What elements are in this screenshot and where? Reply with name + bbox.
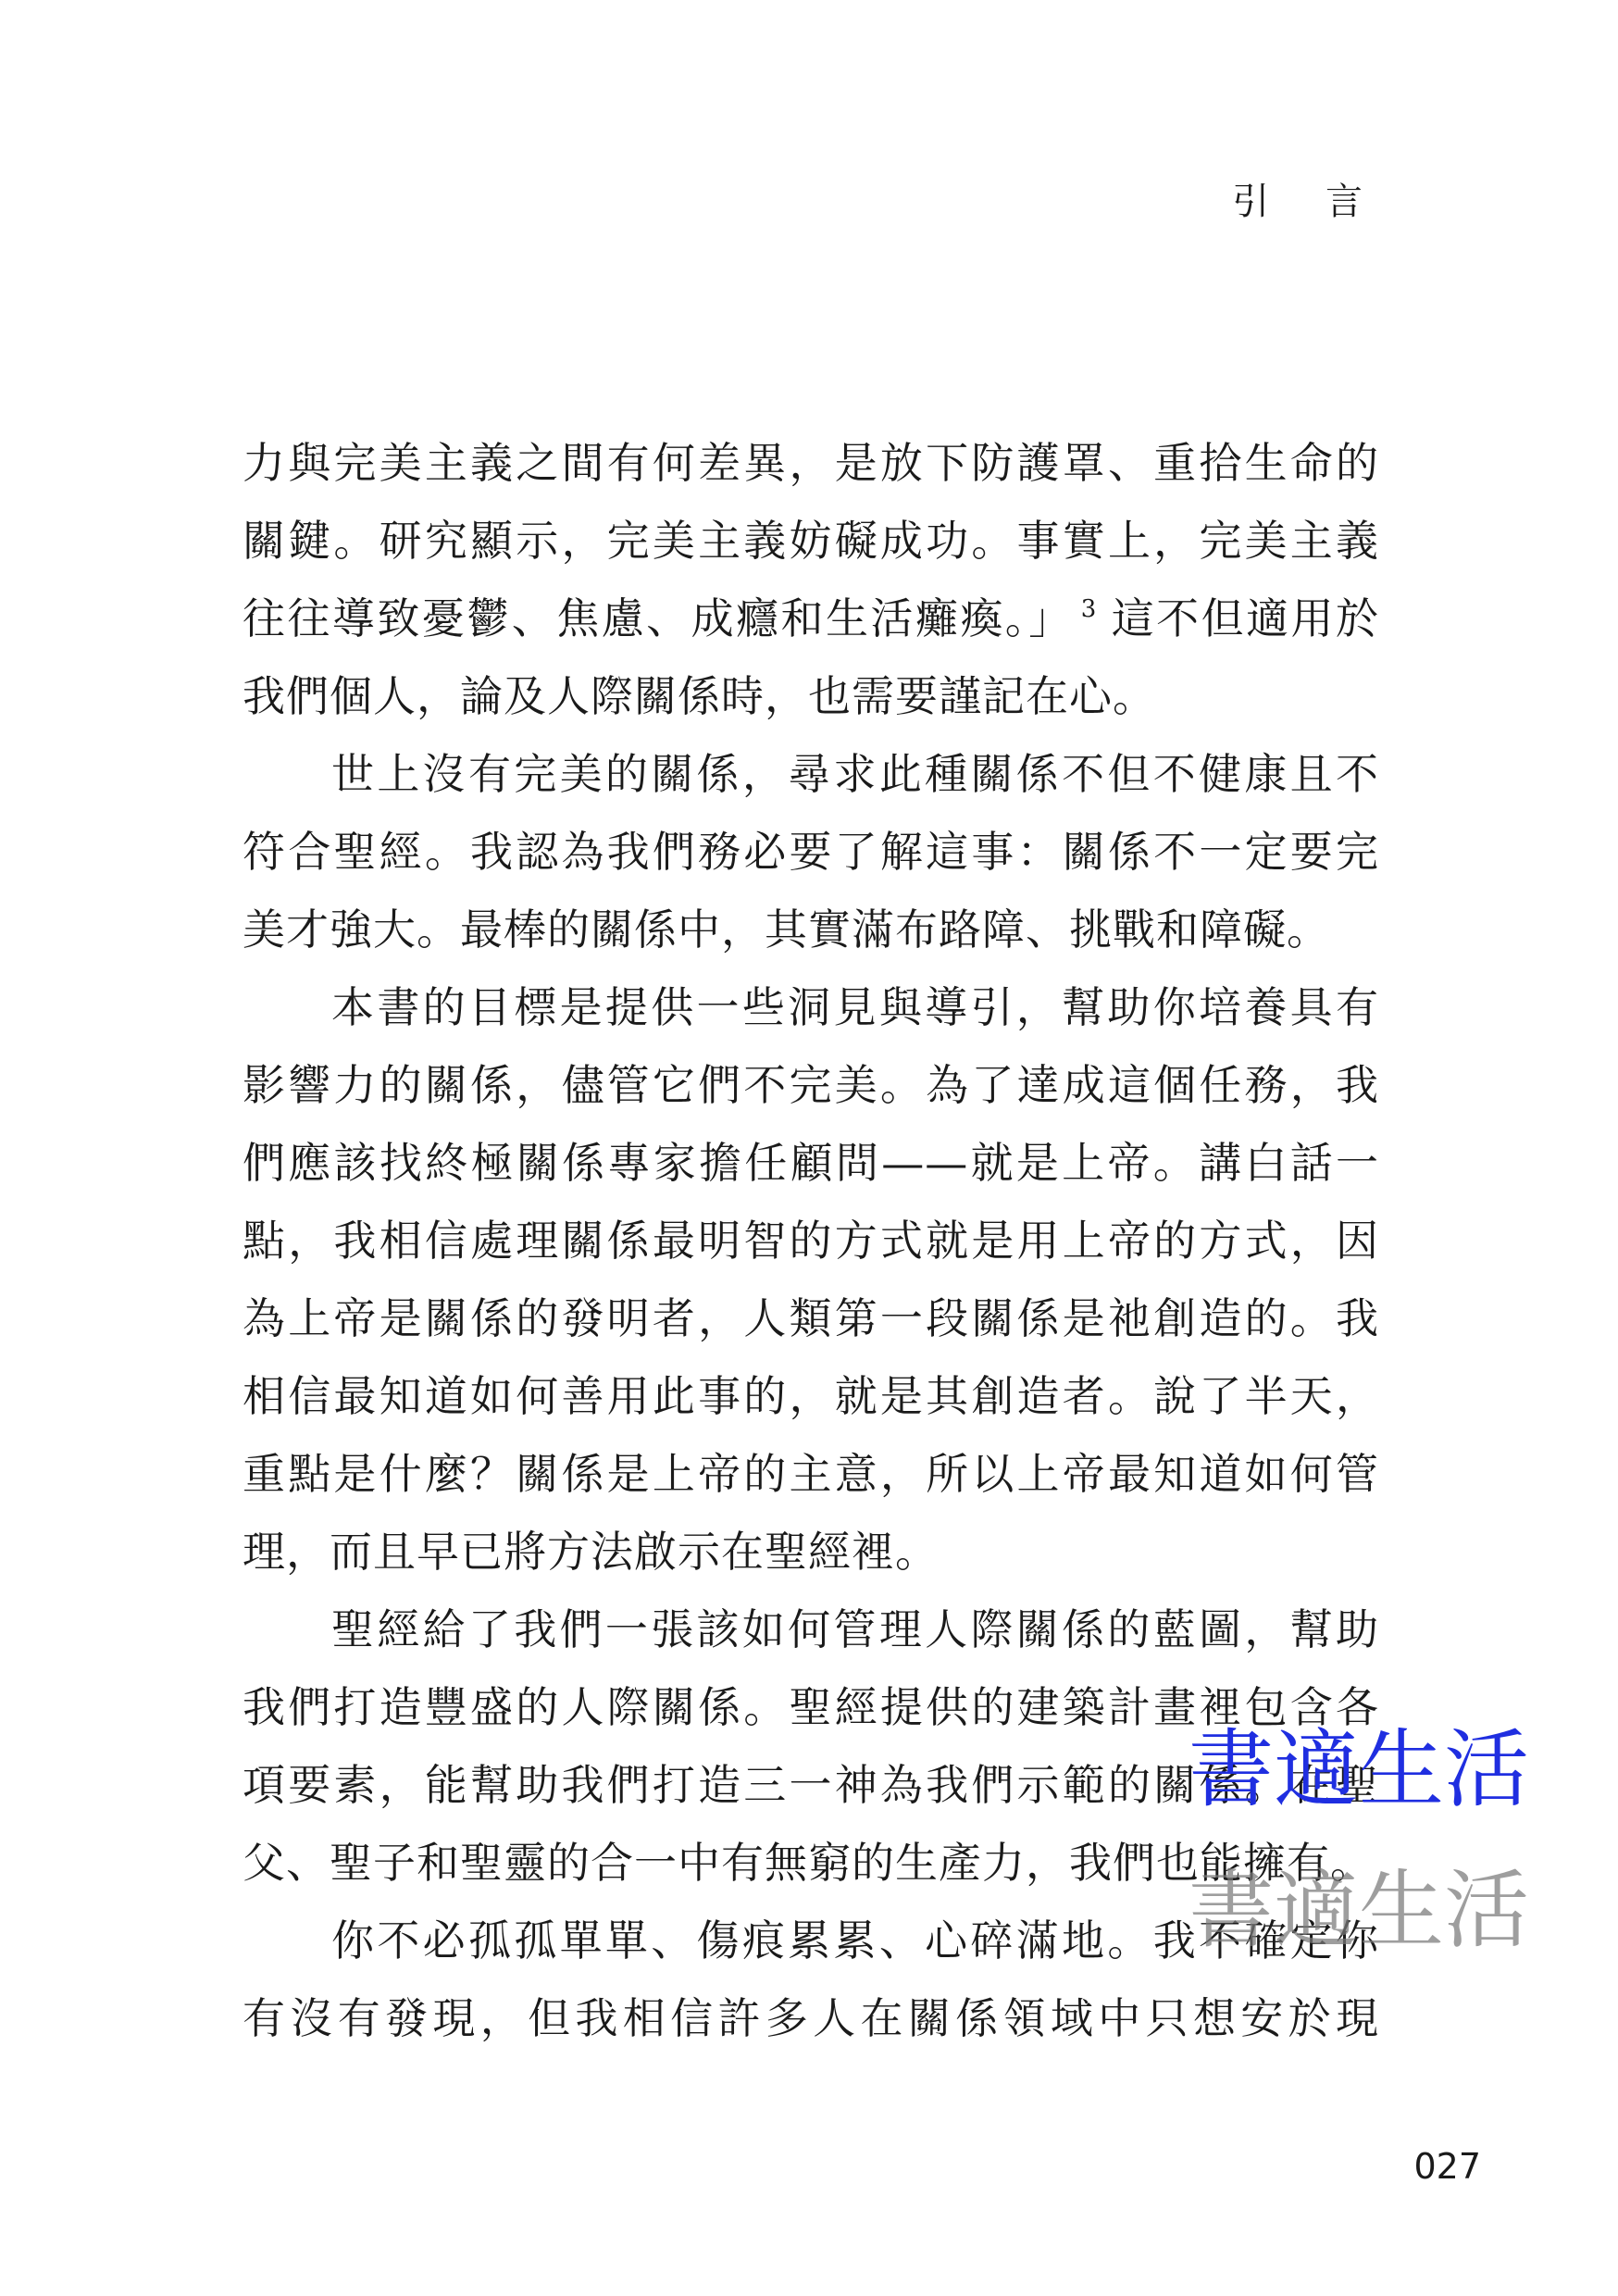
paragraph-first-line: 世上沒有完美的關係，尋求此種關係不但不健康且不 (331, 749, 1379, 799)
paragraph-first-line: 本書的目標是提供一些洞見與導引，幫助你培養具有 (331, 982, 1379, 1032)
text-line: 關鍵。研究顯示，完美主義妨礙成功。事實上，完美主義 (243, 516, 1379, 566)
text-line: 我們個人，論及人際關係時，也需要謹記在心。 (243, 671, 1156, 721)
text-line: 符合聖經。我認為我們務必要了解這事：關係不一定要完 (243, 827, 1379, 877)
text-line-segment: 這不但適用於 (1110, 593, 1380, 643)
text-line: 項要素，能幫助我們打造三一神為我們示範的關係。在聖 (243, 1760, 1379, 1810)
running-head: 引 言 (1232, 181, 1385, 223)
text-line-with-footnote (243, 580, 1379, 657)
text-line: 父、聖子和聖靈的合一中有無窮的生產力，我們也能擁有。 (243, 1838, 1374, 1888)
text-line: 重點是什麼？關係是上帝的主意，所以上帝最知道如何管 (243, 1449, 1379, 1499)
text-line: 相信最知道如何善用此事的，就是其創造者。說了半天， (243, 1371, 1379, 1421)
text-line: 影響力的關係，儘管它們不完美。為了達成這個任務，我 (243, 1060, 1379, 1110)
paragraph-first-line: 聖經給了我們一張該如何管理人際關係的藍圖，幫助 (331, 1604, 1379, 1654)
text-line: 們應該找終極關係專家擔任顧問——就是上帝。講白話一 (243, 1138, 1379, 1188)
watermark-grey: 書適生活 (1189, 1861, 1530, 1960)
text-line: 理，而且早已將方法啟示在聖經裡。 (243, 1527, 939, 1577)
watermark-blue: 書適生活 (1189, 1720, 1530, 1819)
body-text (243, 424, 1379, 2057)
footnote-reference: 3 (1080, 595, 1098, 623)
text-line: 力與完美主義之間有何差異，是放下防護罩、重拾生命的 (243, 438, 1379, 488)
text-line: 我們打造豐盛的人際關係。聖經提供的建築計畫裡包含各 (243, 1682, 1379, 1732)
text-line: 美才強大。最棒的關係中，其實滿布路障、挑戰和障礙。 (243, 905, 1330, 955)
page-number: 027 (1413, 2146, 1481, 2187)
text-line: 為上帝是關係的發明者，人類第一段關係是祂創造的。我 (243, 1293, 1379, 1343)
paragraph-first-line: 你不必孤孤單單、傷痕累累、心碎滿地。我不確定你 (331, 1915, 1379, 1965)
text-line-segment: 往往導致憂鬱、焦慮、成癮和生活癱瘓。」 (243, 593, 1074, 643)
text-line: 點，我相信處理關係最明智的方式就是用上帝的方式，因 (243, 1216, 1379, 1266)
text-line: 有沒有發現，但我相信許多人在關係領域中只想安於現 (243, 1993, 1379, 2043)
